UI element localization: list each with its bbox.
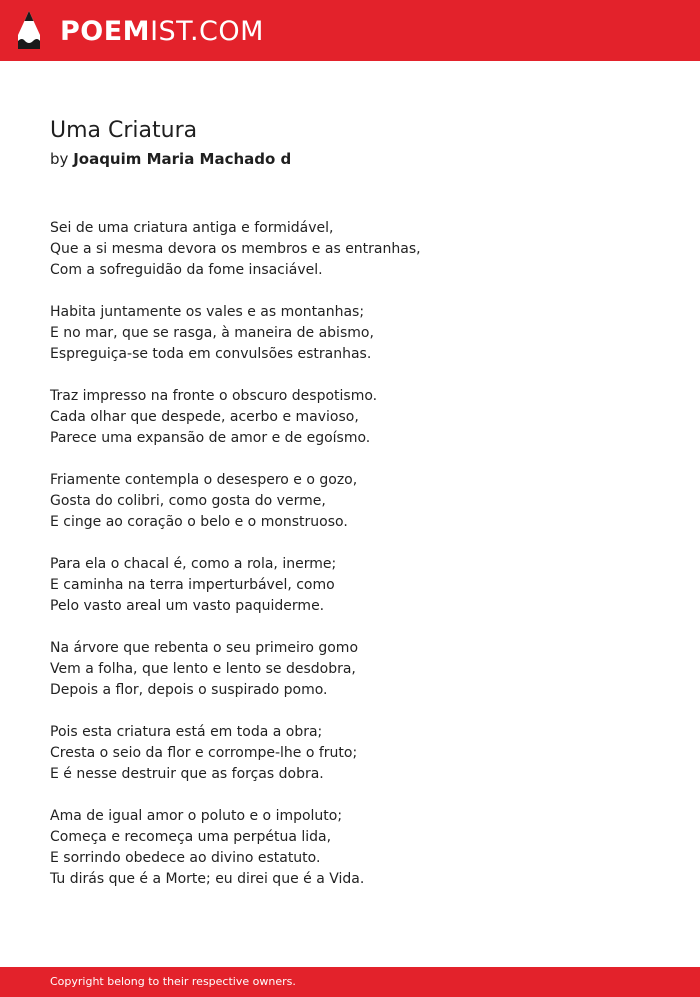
poem-title: Uma Criatura [50,118,198,143]
stanza [50,806,650,890]
poem-line: Traz impresso na fronte o obscuro despotismo. [50,388,378,404]
site-logo[interactable] [16,8,264,54]
brand-name-light: IST.COM [150,15,264,47]
author-name: Joaquim Maria Machado d [73,150,292,168]
poem-line: E no mar, que se rasga, à maneira de abismo, [50,325,374,341]
pencil-tip-icon [16,9,42,53]
poem-line: Pois esta criatura está em toda a obra; [50,724,323,740]
poem-line: E sorrindo obedece ao divino estatuto. [50,850,321,866]
stanza [50,554,650,617]
header-bar [0,0,700,61]
poem-line: Com a sofreguidão da fome insaciável. [50,262,323,278]
stanza [50,722,650,785]
poem-line: E caminha na terra imperturbável, como [50,577,335,593]
poem-line: Na árvore que rebenta o seu primeiro gomo [50,640,359,656]
poem-line: E cinge ao coração o belo e o monstruoso. [50,514,348,530]
poem-line: Que a si mesma devora os membros e as entranhas, [50,241,421,257]
stanza [50,218,650,281]
byline [50,149,291,169]
poem-line: Vem a folha, que lento e lento se desdobra, [50,661,356,677]
poem-line: Parece uma expansão de amor e de egoísmo. [50,430,371,446]
stanza [50,638,650,701]
poem-line: E é nesse destruir que as forças dobra. [50,766,324,782]
poem-line: Para ela o chacal é, como a rola, inerme; [50,556,337,572]
poem-line: Ama de igual amor o poluto e o impoluto; [50,808,343,824]
poem-line: Pelo vasto areal um vasto paquiderme. [50,598,325,614]
byline-prefix: by [50,150,69,168]
poem-line: Começa e recomeça uma perpétua lida, [50,829,332,845]
stanza [50,470,650,533]
poem-line: Depois a flor, depois o suspirado pomo. [50,682,328,698]
poem-line: Cada olhar que despede, acerbo e mavioso, [50,409,359,425]
copyright-notice: Copyright belong to their respective owners. [50,975,296,988]
stanza [50,386,650,449]
poem-line: Gosta do colibri, como gosta do verme, [50,493,326,509]
footer-bar [0,967,700,997]
poem-body [50,218,650,911]
brand-name [60,15,264,47]
poem-line: Cresta o seio da flor e corrompe-lhe o fruto; [50,745,358,761]
poem-line: Tu dirás que é a Morte; eu direi que é a Vida. [50,871,365,887]
poem-line: Espreguiça-se toda em convulsões estranhas. [50,346,372,362]
stanza [50,302,650,365]
poem-line: Friamente contempla o desespero e o gozo, [50,472,358,488]
brand-name-bold: POEM [60,15,151,47]
poem-line: Habita juntamente os vales e as montanhas; [50,304,365,320]
poem-line: Sei de uma criatura antiga e formidável, [50,220,334,236]
